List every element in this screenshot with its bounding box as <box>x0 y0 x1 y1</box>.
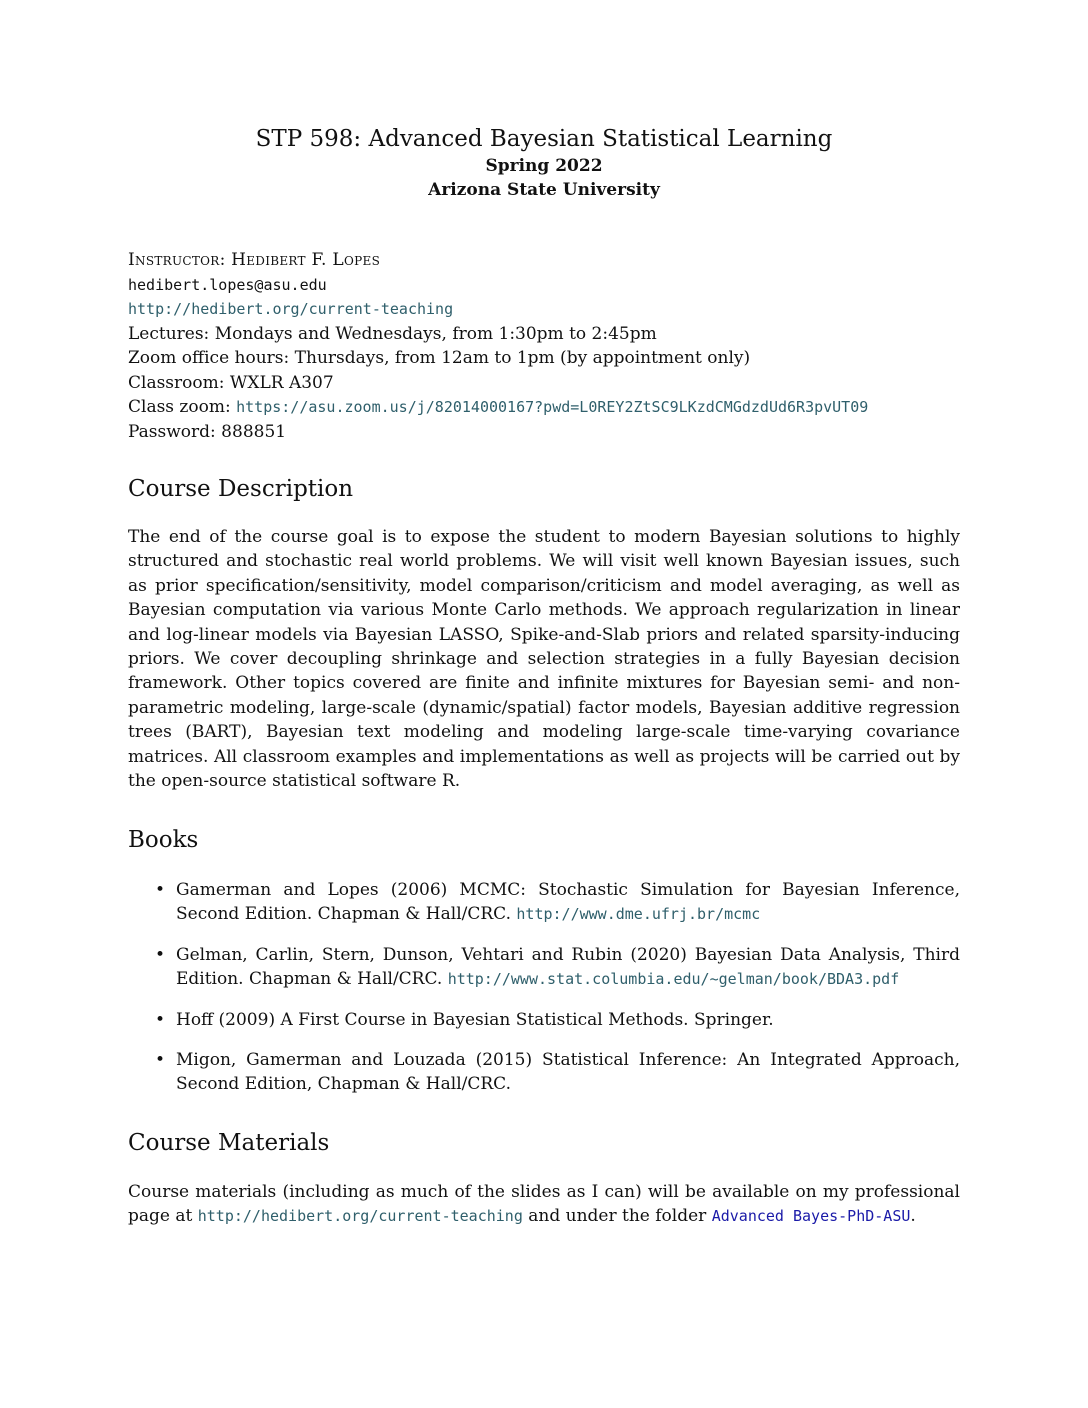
website-line <box>128 297 960 322</box>
book-link[interactable]: http://www.stat.columbia.edu/~gelman/book/BDA3.pdf <box>447 970 900 989</box>
course-description-heading: Course Description <box>128 476 354 502</box>
instructor-label: Instructor: <box>128 250 226 270</box>
materials-page-link[interactable]: http://hedibert.org/current-teaching <box>197 1207 523 1226</box>
university-name: Arizona State University <box>428 180 660 200</box>
instructor-email: hedibert.lopes@asu.edu <box>128 275 327 294</box>
bullet-icon: • <box>155 1009 166 1030</box>
bullet-icon: • <box>155 944 166 965</box>
lectures-line: Lectures: Mondays and Wednesdays, from 1:30pm to 2:45pm <box>128 323 657 344</box>
instructor-name: Hedibert F. Lopes <box>231 250 381 270</box>
books-list <box>128 878 960 1113</box>
class-zoom-link[interactable]: https://asu.zoom.us/j/82014000167?pwd=L0REY2ZtSC9LKzdCMGdzdUd6R3pvUT09 <box>236 398 869 416</box>
course-materials-heading: Course Materials <box>128 1130 330 1156</box>
course-info <box>128 248 960 444</box>
course-title: STP 598: Advanced Bayesian Statistical Learning <box>255 126 833 152</box>
email-line <box>128 273 960 298</box>
book-text: Hoff (2009) A First Course in Bayesian Statistical Methods. Springer. <box>176 1009 774 1030</box>
materials-text-after: . <box>910 1206 916 1227</box>
book-text: Gamerman and Lopes (2006) MCMC: Stochastic Simulation for Bayesian Inference, Second Edition. Chapman & Hall/CRC. <box>176 880 960 925</box>
bullet-icon: • <box>155 1050 166 1071</box>
class-zoom-label: Class zoom: <box>128 397 231 417</box>
course-term: Spring 2022 <box>485 156 603 176</box>
books-heading: Books <box>128 827 199 853</box>
materials-text-before: Course materials (including as much of the slides as I can) will be available on my professional page at <box>128 1182 960 1227</box>
instructor-website-link[interactable]: http://hedibert.org/current-teaching <box>128 300 454 318</box>
materials-folder-link[interactable]: Advanced Bayes-PhD-ASU <box>711 1207 911 1226</box>
classroom-line: Classroom: WXLR A307 <box>128 372 334 393</box>
password-line: Password: 888851 <box>128 421 287 442</box>
book-text: Gelman, Carlin, Stern, Dunson, Vehtari and Rubin (2020) Bayesian Data Analysis, Third Edition. Chapman & Hall/CRC. <box>176 944 960 990</box>
instructor-line <box>128 248 960 273</box>
materials-text-middle: and under the folder <box>528 1206 707 1227</box>
list-item <box>128 1008 960 1032</box>
list-item <box>128 1048 960 1097</box>
course-materials-text <box>128 1180 960 1229</box>
office-hours-line: Zoom office hours: Thursdays, from 12am to 1pm (by appointment only) <box>128 348 751 368</box>
book-link[interactable]: http://www.dme.ufrj.br/mcmc <box>516 905 761 924</box>
book-text: Migon, Gamerman and Louzada (2015) Statistical Inference: An Integrated Approach, Second Edition, Chapman & Hall/CRC. <box>176 1050 960 1095</box>
class-zoom-line <box>128 395 960 420</box>
list-item <box>128 943 960 992</box>
list-item <box>128 878 960 927</box>
bullet-icon: • <box>155 880 166 900</box>
course-description-text: The end of the course goal is to expose the student to modern Bayesian solutions to highly structured and stochastic real world problems. We will visit well known Bayesian issues, such as prior specification/sensitivity, model comparison/criticism and model averaging, as well as Bayesian computation via various Monte Carlo methods. We approach regularization in linear and log-linear models via Bayesian LASSO, Spike-and-Slab priors and related sparsity-inducing priors. We cover decoupling shrinkage and selection strategies in a fully Bayesian decision framework. Other topics covered are finite and infinite mixtures for Bayesian semi- and non-parametric modeling, large-scale (dynamic/spatial) factor models, Bayesian additive regression trees (BART), Bayesian text modeling and modeling large-scale time-varying covariance matrices. All classroom examples and implementations as well as projects will be carried out by the open-source statistical software R. <box>128 527 960 792</box>
title-block <box>128 124 960 202</box>
